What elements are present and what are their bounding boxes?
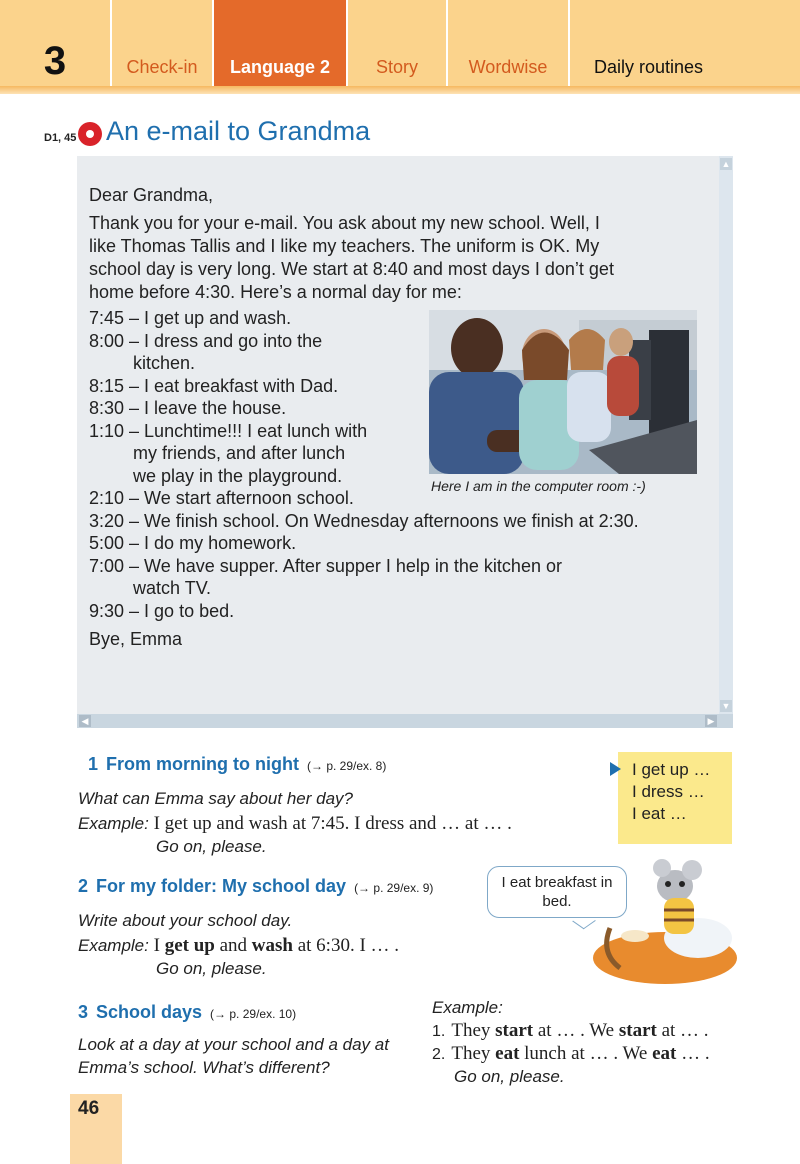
schedule-item: 7:45 – I get up and wash. — [89, 308, 292, 328]
email-window — [77, 156, 733, 728]
exercise-title: From morning to night — [106, 754, 299, 774]
exercise-number: 3 — [78, 1002, 89, 1022]
schedule-item-cont: my friends, and after lunch — [133, 443, 346, 463]
example-part: They — [451, 1020, 496, 1041]
tab-wordwise[interactable]: Wordwise — [468, 57, 548, 77]
tab-story[interactable]: Story — [375, 57, 418, 77]
unit-number: 3 — [43, 39, 67, 83]
section-title: Daily routines — [594, 57, 704, 77]
hint-line: I get up … — [632, 760, 711, 779]
audio-track-ref: D1, 45 — [44, 132, 77, 144]
hint-line: I dress … — [632, 782, 705, 801]
horizontal-scrollbar[interactable] — [77, 714, 733, 728]
header-stripe — [0, 86, 800, 94]
computer-room-photo — [429, 310, 697, 474]
go-on-text: Go on, please. — [454, 1067, 565, 1086]
bubble-line: I eat breakfast in — [501, 874, 613, 891]
example-text — [154, 935, 399, 956]
item-number: 2. — [432, 1046, 446, 1063]
exercise-3-heading — [78, 1002, 296, 1023]
exercise-reference: (→ p. 29/ex. 8) — [306, 759, 387, 773]
go-on-text: Go on, please. — [156, 959, 267, 978]
item-number: 1. — [432, 1023, 446, 1040]
hint-box — [618, 752, 732, 844]
scroll-right-arrow-icon[interactable]: ▶ — [705, 715, 717, 727]
example-part: at … . — [656, 1020, 709, 1041]
example-part: … . — [676, 1043, 710, 1064]
schedule-item: 8:00 – I dress and go into the — [89, 330, 323, 351]
schedule-item: 9:30 – I go to bed. — [89, 600, 235, 621]
example-part: They — [451, 1043, 496, 1064]
example-keyword: start — [495, 1020, 534, 1041]
vertical-scrollbar[interactable] — [719, 156, 733, 714]
exercise-2-example — [78, 935, 399, 957]
example-text: I get up and wash at 7:45. I dress and … at … . — [153, 813, 512, 834]
exercise-2-heading — [78, 876, 433, 897]
example-part: lunch at … . We — [519, 1043, 653, 1064]
schedule-item-cont: kitchen. — [133, 353, 196, 373]
example-keyword: start — [618, 1020, 657, 1041]
example-text — [451, 1020, 708, 1041]
exercise-2-instruction: Write about your school day. — [78, 911, 293, 930]
schedule-item: 3:20 – We finish school. On Wednesday afternoons we finish at 2:30. — [89, 510, 639, 531]
cd-icon[interactable] — [78, 122, 102, 146]
example-label: Example: — [78, 936, 149, 955]
schedule-item: 5:00 – I do my homework. — [89, 533, 297, 553]
exercise-number: 1 — [88, 754, 99, 774]
email-greeting: Dear Grandma, — [89, 185, 214, 205]
example-keyword: eat — [495, 1043, 520, 1064]
pointer-arrow-icon — [610, 762, 621, 776]
schedule-item: 8:15 – I eat breakfast with Dad. — [89, 375, 339, 396]
example-part: and — [214, 935, 252, 956]
exercise-1-heading — [88, 754, 386, 775]
schedule-item-cont: we play in the playground. — [133, 465, 343, 486]
exercise-3-example-item — [432, 1043, 710, 1065]
tab-language-2[interactable]: Language 2 — [214, 0, 346, 86]
example-label: Example: — [78, 814, 149, 833]
photo-caption: Here I am in the computer room :-) — [431, 478, 646, 494]
example-part: at 6:30. I … . — [292, 935, 400, 956]
example-part: at … . We — [533, 1020, 619, 1041]
email-intro-line: school day is very long. We start at 8:40 and most days I don’t get — [89, 259, 614, 279]
scroll-down-arrow-icon[interactable]: ▼ — [721, 701, 731, 711]
exercise-3-instruction: Emma’s school. What’s different? — [78, 1058, 330, 1077]
exercise-reference: (→ p. 29/ex. 9) — [354, 881, 434, 895]
exercise-1-example — [78, 813, 512, 835]
exercise-reference: (→ p. 29/ex. 10) — [210, 1007, 297, 1021]
exercise-number: 2 — [78, 876, 89, 896]
exercise-3-example-item — [432, 1020, 709, 1042]
schedule-item: 2:10 – We start afternoon school. — [89, 488, 354, 508]
schedule-item-cont: watch TV. — [133, 578, 212, 598]
schedule-item: 8:30 – I leave the house. — [89, 398, 287, 418]
go-on-text: Go on, please. — [156, 837, 267, 856]
example-keyword: get up — [164, 935, 215, 956]
tab-check-in[interactable]: Check-in — [126, 57, 198, 77]
email-intro-line: like Thomas Tallis and I like my teachers. The uniform is OK. My — [89, 236, 600, 256]
example-part: I — [153, 935, 165, 956]
email-intro-line: Thank you for your e-mail. You ask about my new school. Well, I — [89, 213, 600, 233]
email-signoff: Bye, Emma — [89, 629, 183, 649]
exercise-3-example-label: Example: — [432, 998, 503, 1017]
example-keyword: wash — [251, 935, 293, 956]
scroll-left-arrow-icon[interactable]: ◀ — [79, 715, 91, 727]
exercise-title: For my folder: My school day — [96, 876, 347, 896]
exercise-1-instruction: What can Emma say about her day? — [78, 789, 353, 808]
example-text — [451, 1043, 709, 1064]
example-keyword: eat — [652, 1043, 677, 1064]
mouse-in-bed-illustration — [580, 858, 740, 988]
bubble-line: bed. — [542, 893, 572, 910]
email-intro-line: home before 4:30. Here’s a normal day for me: — [89, 282, 462, 302]
schedule-item: 1:10 – Lunchtime!!! I eat lunch with — [89, 420, 368, 441]
schedule-item: 7:00 – We have supper. After supper I help in the kitchen or — [89, 555, 562, 576]
exercise-3-instruction: Look at a day at your school and a day at — [78, 1035, 389, 1054]
exercise-title: School days — [96, 1002, 203, 1022]
hint-line: I eat … — [632, 804, 687, 823]
scroll-up-arrow-icon[interactable]: ▲ — [721, 159, 731, 169]
page-title: An e-mail to Grandma — [106, 116, 371, 146]
page-number: 46 — [78, 1098, 100, 1119]
